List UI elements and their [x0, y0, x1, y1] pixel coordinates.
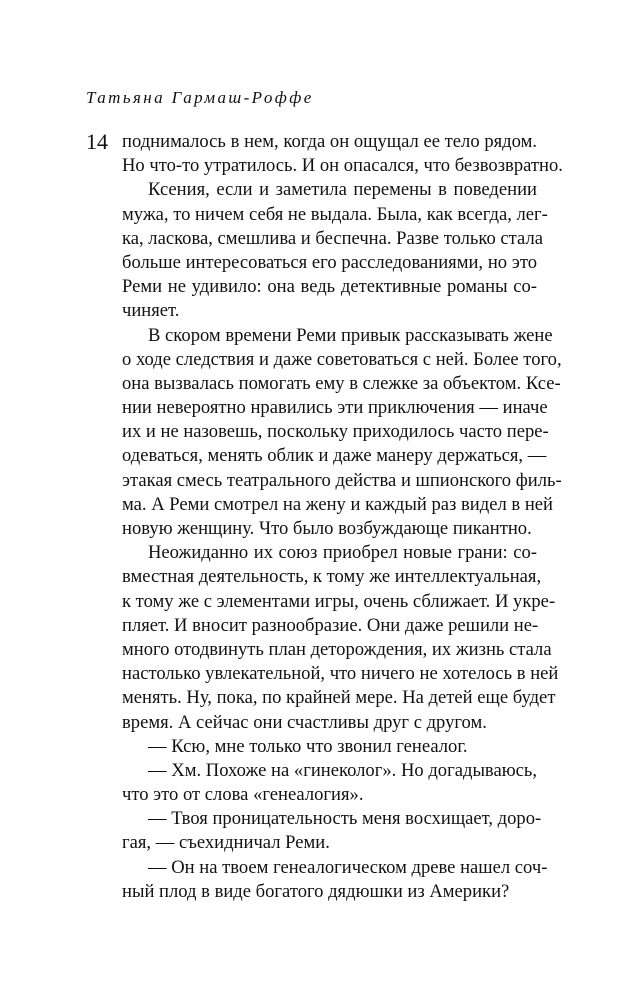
text-line: Реми не удивило: она ведь детективные романы со-: [122, 276, 537, 298]
text-line: Ксения, если и заметила перемены в поведении: [148, 179, 537, 201]
body-text: [122, 130, 563, 904]
text-line: чиняет.: [122, 300, 180, 322]
text-line: поднималось в нем, когда он ощущал ее тело рядом.: [122, 131, 537, 152]
running-header-author: Татьяна Гармаш-Роффе: [86, 88, 314, 107]
text-line: — Хм. Похоже на «гинеколог». Но догадываюсь,: [148, 759, 537, 781]
text-line: много отодвинуть план деторождения, их жизнь стала: [122, 638, 552, 660]
text-line: гая, — съехидничал Реми.: [122, 832, 330, 854]
text-line: Но что-то утратилось. И он опасался, что безвозвратно.: [122, 155, 563, 177]
text-line: этакая смесь театрального действа и шпионского филь-: [122, 469, 562, 491]
text-line: время. А сейчас они счастливы друг с другом.: [122, 711, 487, 733]
text-line: их и не назовешь, поскольку приходилось часто пере-: [122, 421, 549, 443]
text-line: что это от слова «генеалогия».: [122, 784, 364, 806]
text-line: вместная деятельность, к тому же интеллектуальная,: [122, 566, 542, 588]
text-line: менять. Ну, пока, по крайней мере. На детей еще будет: [122, 687, 556, 709]
page-number: 14: [86, 129, 108, 154]
text-line: ка, ласкова, смешлива и беспечна. Разве только стала: [122, 227, 543, 249]
text-line: — Твоя проницательность меня восхищает, доро-: [148, 808, 542, 830]
text-line: о ходе следствия и даже советоваться с ней. Более того,: [122, 348, 562, 370]
text-line: настолько увлекательной, что ничего не хотелось в ней: [122, 663, 559, 685]
text-line: новую женщину. Что было возбуждающе пикантно.: [122, 518, 532, 539]
text-line: одеваться, менять облик и даже манеру держаться, —: [122, 445, 547, 467]
text-line: — Ксю, мне только что звонил генеалог.: [148, 735, 468, 757]
text-line: Неожиданно их союз приобрел новые грани: со-: [148, 542, 537, 564]
text-line: ный плод в виде богатого дядюшки из Америки?: [122, 880, 510, 902]
text-line: она вызвалась помогать ему в слежке за объектом. Ксе-: [122, 372, 561, 394]
text-line: пляет. И вносит разнообразие. Они даже решили не-: [122, 614, 539, 636]
text-line: ма. А Реми смотрел на жену и каждый раз видел в ней: [122, 493, 553, 515]
text-line: нии невероятно нравились эти приключения — иначе: [122, 397, 548, 419]
text-line: мужа, то ничем себя не выдала. Была, как всегда, лег-: [122, 203, 548, 225]
text-line: к тому же с элементами игры, очень сближает. И укре-: [122, 590, 556, 612]
text-line: — Он на твоем генеалогическом древе нашел соч-: [148, 856, 548, 878]
text-line: В скором времени Реми привык рассказывать жене: [148, 324, 553, 346]
text-line: больше интересоваться его расследованиями, но это: [122, 251, 537, 273]
